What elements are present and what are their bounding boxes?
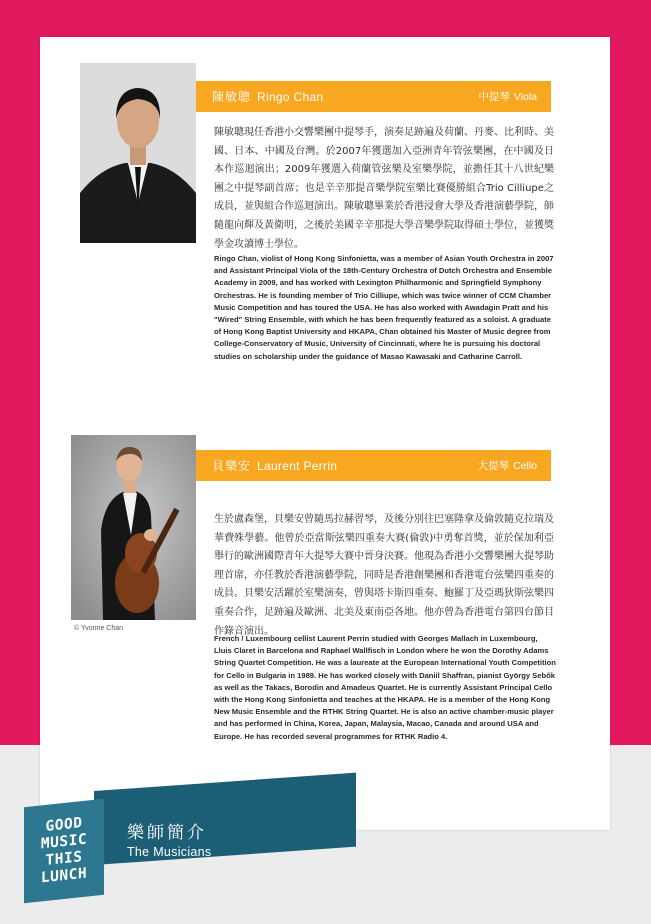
musician-header-bar: [196, 450, 551, 481]
good-music-this-lunch-logo: [24, 799, 104, 903]
musician-role: [478, 89, 537, 104]
role-zh: 大提琴: [477, 460, 510, 472]
musician-role: [478, 458, 537, 473]
name-zh: 陳敏聰: [212, 90, 252, 104]
musician-name: [212, 88, 323, 105]
bio-chinese: 生於盧森堡，貝樂安曾隨馬拉赫習琴，及後分別往巴塞隆拿及倫敦隨克拉瑞及華費殊學藝。他曾於亞當斯弦樂四重奏大賽(倫敦)中勇奪首獎，並於保加利亞舉行的歐洲國際青年大提琴大賽中晉身決賽。他現為香港小交響樂團大提琴助理首席，亦任教於香港演藝學院，同時是香港創樂團和香港電台弦樂四重奏的成員。貝樂安活躍於室樂演奏，曾與塔卡斯四重奏、鮑羅丁及亞瑪狄斯弦樂四重奏合作，足跡遍及歐洲、北美及東南亞各地。他亦曾為香港電台第四台節目作錄音演出。: [214, 514, 554, 637]
name-en: Ringo Chan: [257, 90, 324, 104]
musician-name: [212, 457, 337, 474]
section-title-en: The Musicians: [127, 845, 212, 859]
section-title: [127, 818, 212, 859]
role-en: Viola: [513, 91, 537, 103]
laurent-perrin-photo: [71, 435, 196, 620]
bio-chinese: 陳敏聰現任香港小交響樂團中提琴手，演奏足跡遍及荷蘭、丹麥、比利時、美國、日本、中國及台灣。於2007年獲選加入亞洲青年管弦樂團，在中國及日本作巡迴演出；2009年獲選入荷蘭管弦樂及室樂學院，並擔任其十八世紀樂團之中提琴副首席；也是辛辛那提音樂學院室樂比賽優勝組合Trio Cilliupe之成員，並與組合作巡迴演出。陳敏聰畢業於香港浸會大學及香港演藝學院，師隨龍向輝及黃衛明，之後於美國辛辛那提大學音樂學院取得碩士學位，並獲獎學金攻讀博士學位。: [214, 127, 554, 250]
name-zh: 貝樂安: [212, 459, 252, 473]
bio-english: French / Luxembourg cellist Laurent Perrin studied with Georges Mallach in Luxembourg, Lluis Claret in Barcelona and Raphael Wallfisch in London where he won the Dorothy Adams String Quartet Competition. He was a laureate at the European International Youth Competition for Cello in Bulgaria in 1989. He has worked closely with Daniil Shaffran, pianist György Sebők as well as the Takacs, Borodin and Amadeus Quartet. He is currently Assistant Principal Cello with the Hong Kong Sinfonietta and teaches at the HKAPA. He is a member of the Hong Kong New Music Ensemble and the RTHK String Quartet. He is also an active chamber-music player and has performed in China, Korea, Japan, Malaysia, Macao, Canada and around USA and Europe. He has recorded several programmes for RTHK Radio 4.: [214, 634, 556, 741]
musician-header-bar: [196, 81, 551, 112]
logo-line: THIS: [45, 849, 83, 869]
logo-line: MUSIC: [40, 831, 88, 853]
name-en: Laurent Perrin: [257, 459, 338, 473]
bio-english: Ringo Chan, violist of Hong Kong Sinfonietta, was a member of Asian Youth Orchestra in 2007 and Assistant Principal Viola of the 18th-Century Orchestra of Dutch Orchestra and Ensemble Academy in 2009, and has worked with Lexington Philharmonic and Springfield Symphony Orchestras. He is founding member of Trio Cilliupe, which was twice winner of CCM Chamber Music Competition and has toured the USA. He has also worked with Awadagin Pratt and his "Wired" String Ensemble, with which he has been frequently featured as a soloist. A graduate of Hong Kong Baptist University and HKAPA, Chan obtained his Master of Music degree from College-Conservatory of Music, University of Cincinnati, where he is pursuing his doctoral studies on scholarship under the guidance of Masao Kawasaki and Catharine Carroll.: [214, 254, 554, 361]
section-title-zh: 樂師簡介: [127, 823, 207, 842]
role-zh: 中提琴: [478, 91, 510, 103]
photo-credit: © Yvonne Chan: [74, 625, 124, 632]
logo-line: LUNCH: [40, 865, 88, 887]
logo-line: GOOD: [45, 815, 83, 835]
role-en: Cello: [513, 460, 537, 472]
ringo-chan-photo: [80, 63, 196, 243]
